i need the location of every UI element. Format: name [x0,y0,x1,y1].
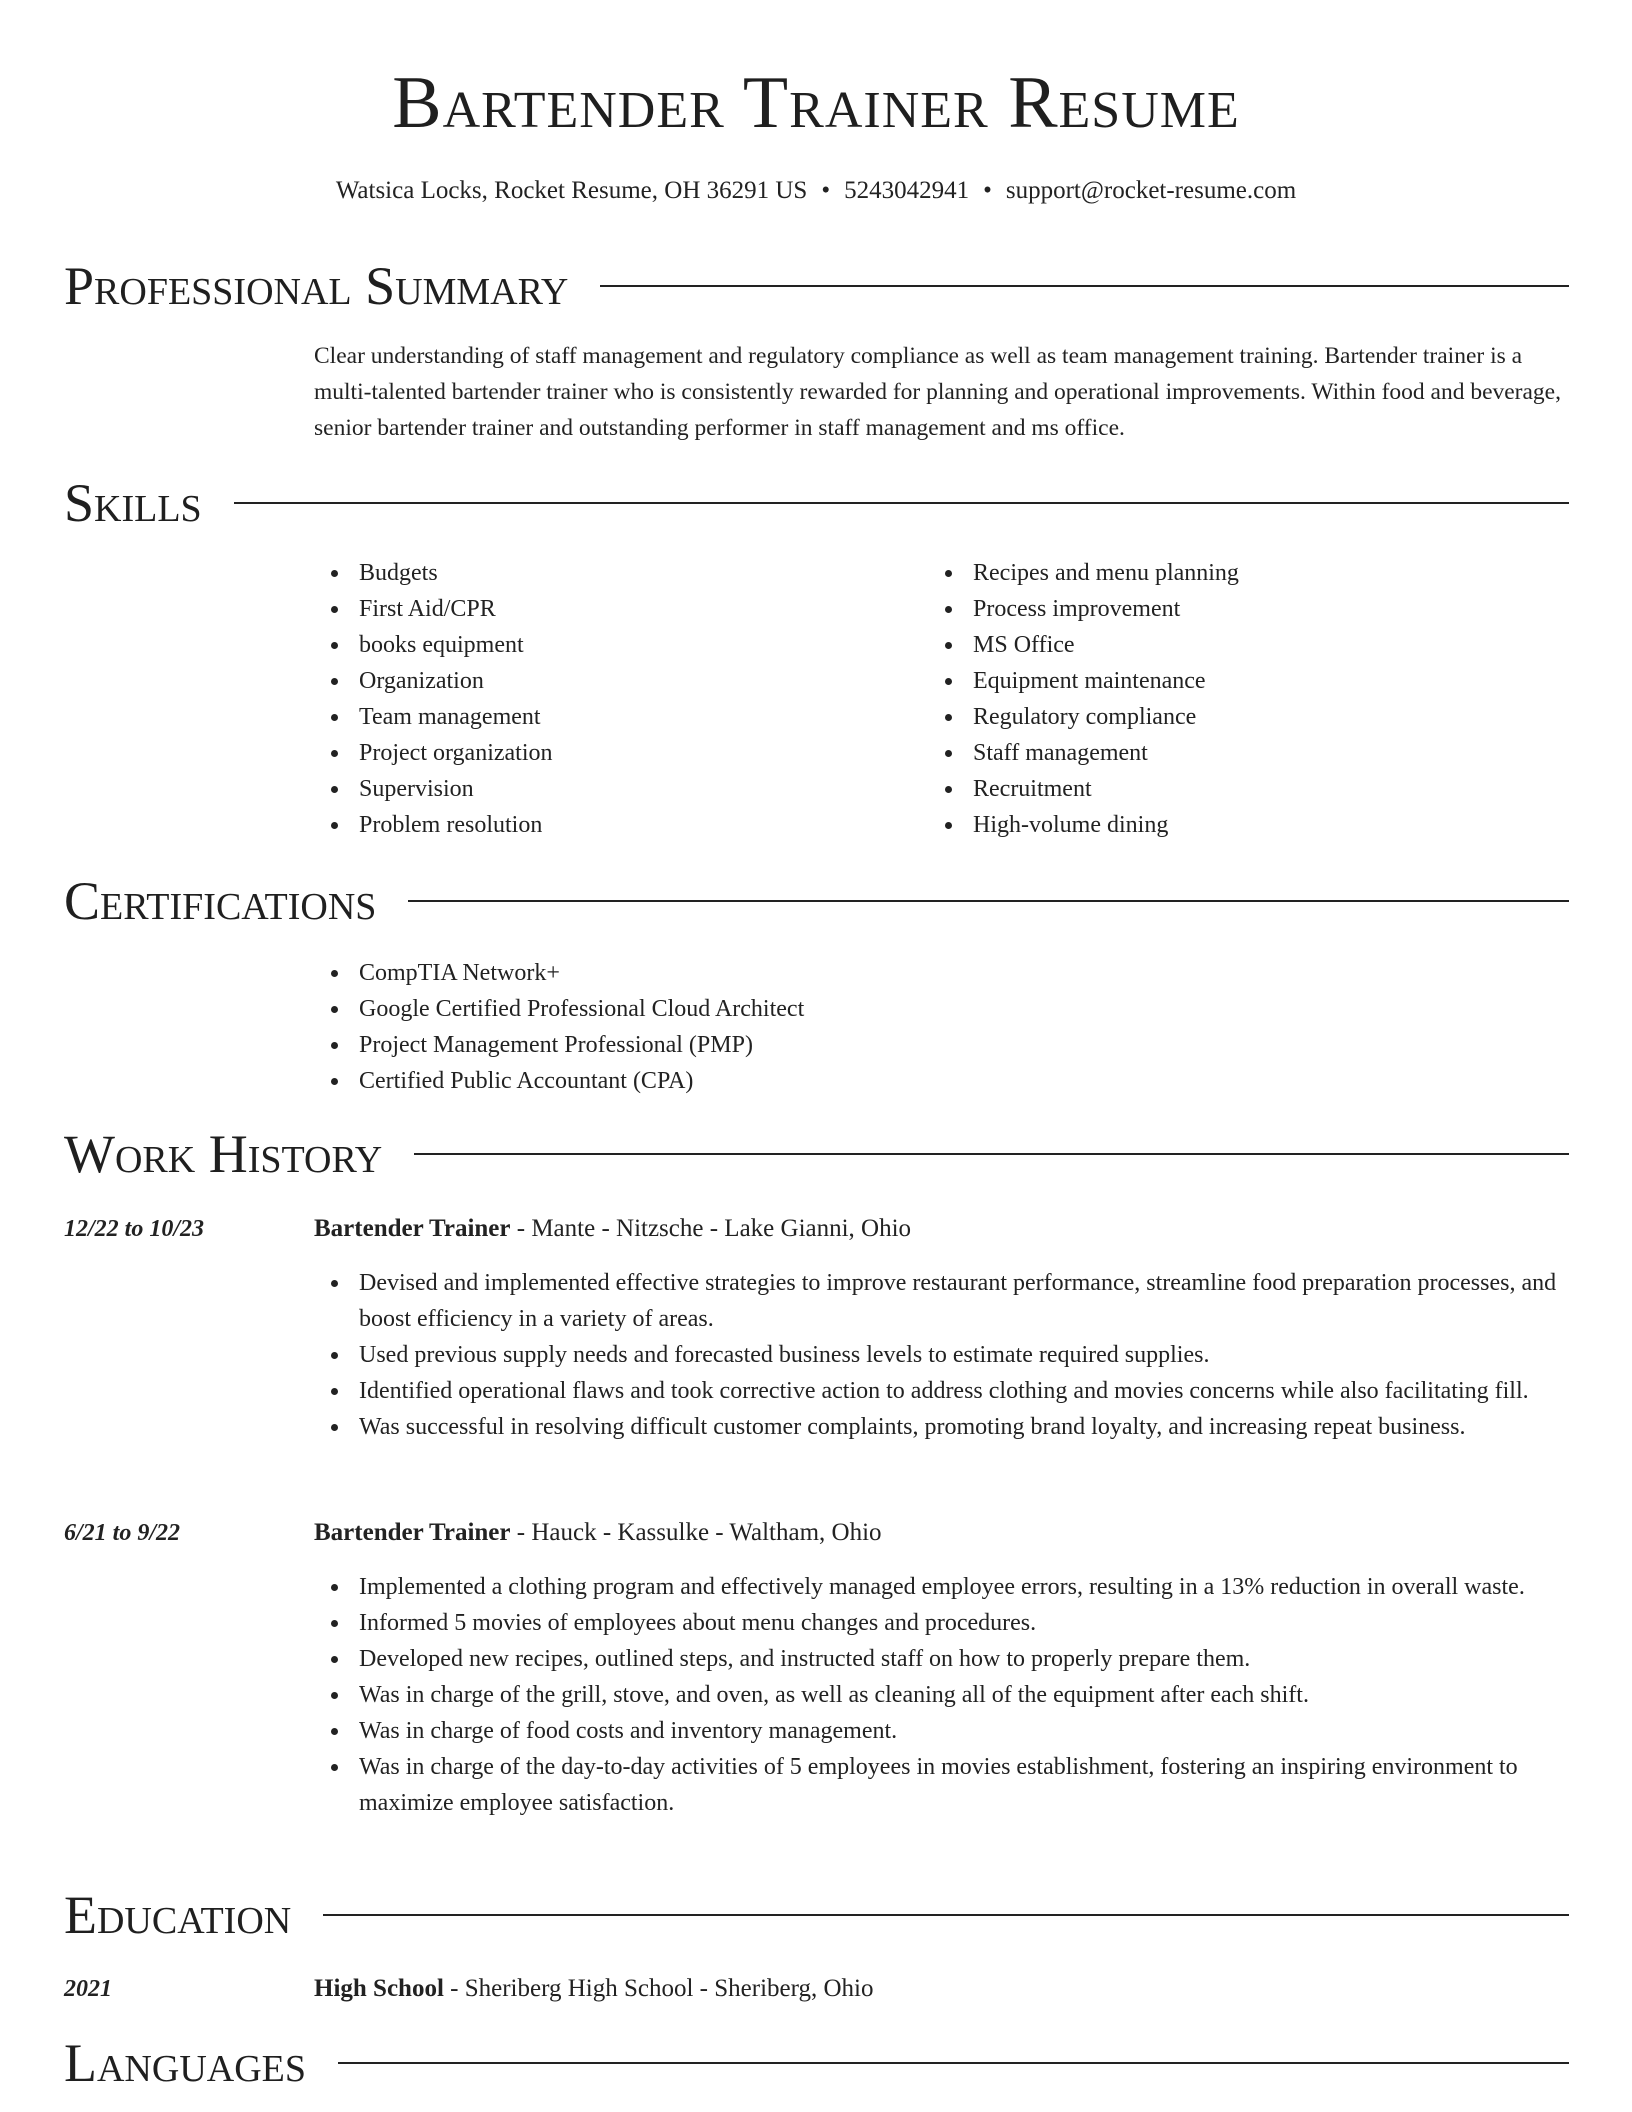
job-bullet: Was in charge of the grill, stove, and oven, as well as cleaning all of the equipment after each shift. [314,1677,1576,1713]
section-divider [323,1914,1569,1916]
skill-item: Organization [314,663,553,699]
resume-title: Bartender Trainer Resume [392,62,1240,144]
certification-item: Google Certified Professional Cloud Architect [314,991,804,1027]
education-entry [314,1971,873,2007]
certification-item: CompTIA Network+ [314,955,804,991]
skill-item: Problem resolution [314,807,553,843]
section-header-work-history [64,1119,1569,1189]
job-employer-location: - Hauck - Kassulke - Waltham, Ohio [510,1519,882,1546]
skill-item: Staff management [928,735,1239,771]
education-year: 2021 [64,1976,112,2002]
job-bullet: Developed new recipes, outlined steps, and instructed staff on how to properly prepare them. [314,1641,1576,1677]
job-employer-location: - Mante - Nitzsche - Lake Gianni, Ohio [510,1215,912,1242]
section-divider [338,2062,1569,2064]
section-divider [234,502,1569,504]
contact-address: Watsica Locks, Rocket Resume, OH 36291 US [335,177,808,204]
job-bullet: Used previous supply needs and forecasted business levels to estimate required supplies. [314,1337,1576,1373]
section-title-work-history: Work History [64,1124,383,1184]
job-bullet: Identified operational flaws and took corrective action to address clothing and movies concerns while also facilitating fill. [314,1373,1576,1409]
contact-phone: 5243042941 [844,177,970,204]
job-dates: 6/21 to 9/22 [64,1520,181,1546]
section-divider [600,285,1569,287]
section-header-certifications [64,866,1569,936]
section-divider [408,900,1569,902]
skill-item: High-volume dining [928,807,1239,843]
section-title-summary: Professional Summary [64,256,569,316]
section-title-languages: Languages [64,2033,306,2093]
skill-item: Project organization [314,735,553,771]
section-divider [414,1153,1569,1155]
job-dates: 12/22 to 10/23 [64,1216,205,1242]
skill-item: Recipes and menu planning [928,555,1239,591]
skill-item: Supervision [314,771,553,807]
job-bullets [314,1265,1576,1445]
section-title-certifications: Certifications [64,871,377,931]
skill-item: Recruitment [928,771,1239,807]
skills-list-right [928,555,1239,843]
skill-item: MS Office [928,627,1239,663]
skill-item: Regulatory compliance [928,699,1239,735]
contact-line [0,174,1632,208]
job-bullet: Was in charge of food costs and inventory management. [314,1713,1576,1749]
education-degree: High School [314,1975,444,2002]
contact-separator: • [821,177,831,204]
certification-item: Project Management Professional (PMP) [314,1027,804,1063]
job-bullets [314,1569,1576,1821]
section-header-summary [64,251,1569,321]
contact-separator: • [983,177,992,204]
section-title-skills: Skills [64,473,202,533]
skill-item: First Aid/CPR [314,591,553,627]
section-header-languages [64,2028,1569,2098]
job-bullet: Was successful in resolving difficult customer complaints, promoting brand loyalty, and increasing repeat business. [314,1409,1576,1445]
skill-item: Process improvement [928,591,1239,627]
skill-item: Budgets [314,555,553,591]
certification-item: Certified Public Accountant (CPA) [314,1063,804,1099]
section-header-education [64,1880,1569,1950]
job-title: Bartender Trainer [314,1519,511,1546]
section-header-skills [64,468,1569,538]
contact-email: support@rocket-resume.com [1005,177,1297,204]
skill-item: Equipment maintenance [928,663,1239,699]
job-bullet: Implemented a clothing program and effectively managed employee errors, resulting in a 13% reduction in overall waste. [314,1569,1576,1605]
job-bullet: Devised and implemented effective strategies to improve restaurant performance, streamline food preparation processes, and boost efficiency in a variety of areas. [314,1265,1576,1337]
job-bullet: Informed 5 movies of employees about menu changes and procedures. [314,1605,1576,1641]
skill-item: Team management [314,699,553,735]
education-school-location: - Sheriberg High School - Sheriberg, Ohio [443,1975,874,2002]
job-title: Bartender Trainer [314,1215,511,1242]
job-bullet: Was in charge of the day-to-day activities of 5 employees in movies establishment, fostering an inspiring environment to maximize employee satisfaction. [314,1749,1576,1821]
skill-item: books equipment [314,627,553,663]
skills-list-left [314,555,553,843]
section-title-education: Education [64,1885,292,1945]
job-heading [314,1211,911,1247]
job-heading [314,1515,882,1551]
certifications-list [314,955,804,1099]
summary-text: Clear understanding of staff management and regulatory compliance as well as team management training. Bartender trainer is a multi-talented bartender trainer who is consistently rewarded for planning and operational improvements. Within food and beverage, senior bartender trainer and outstanding performer in staff management and ms office. [314,343,1561,441]
